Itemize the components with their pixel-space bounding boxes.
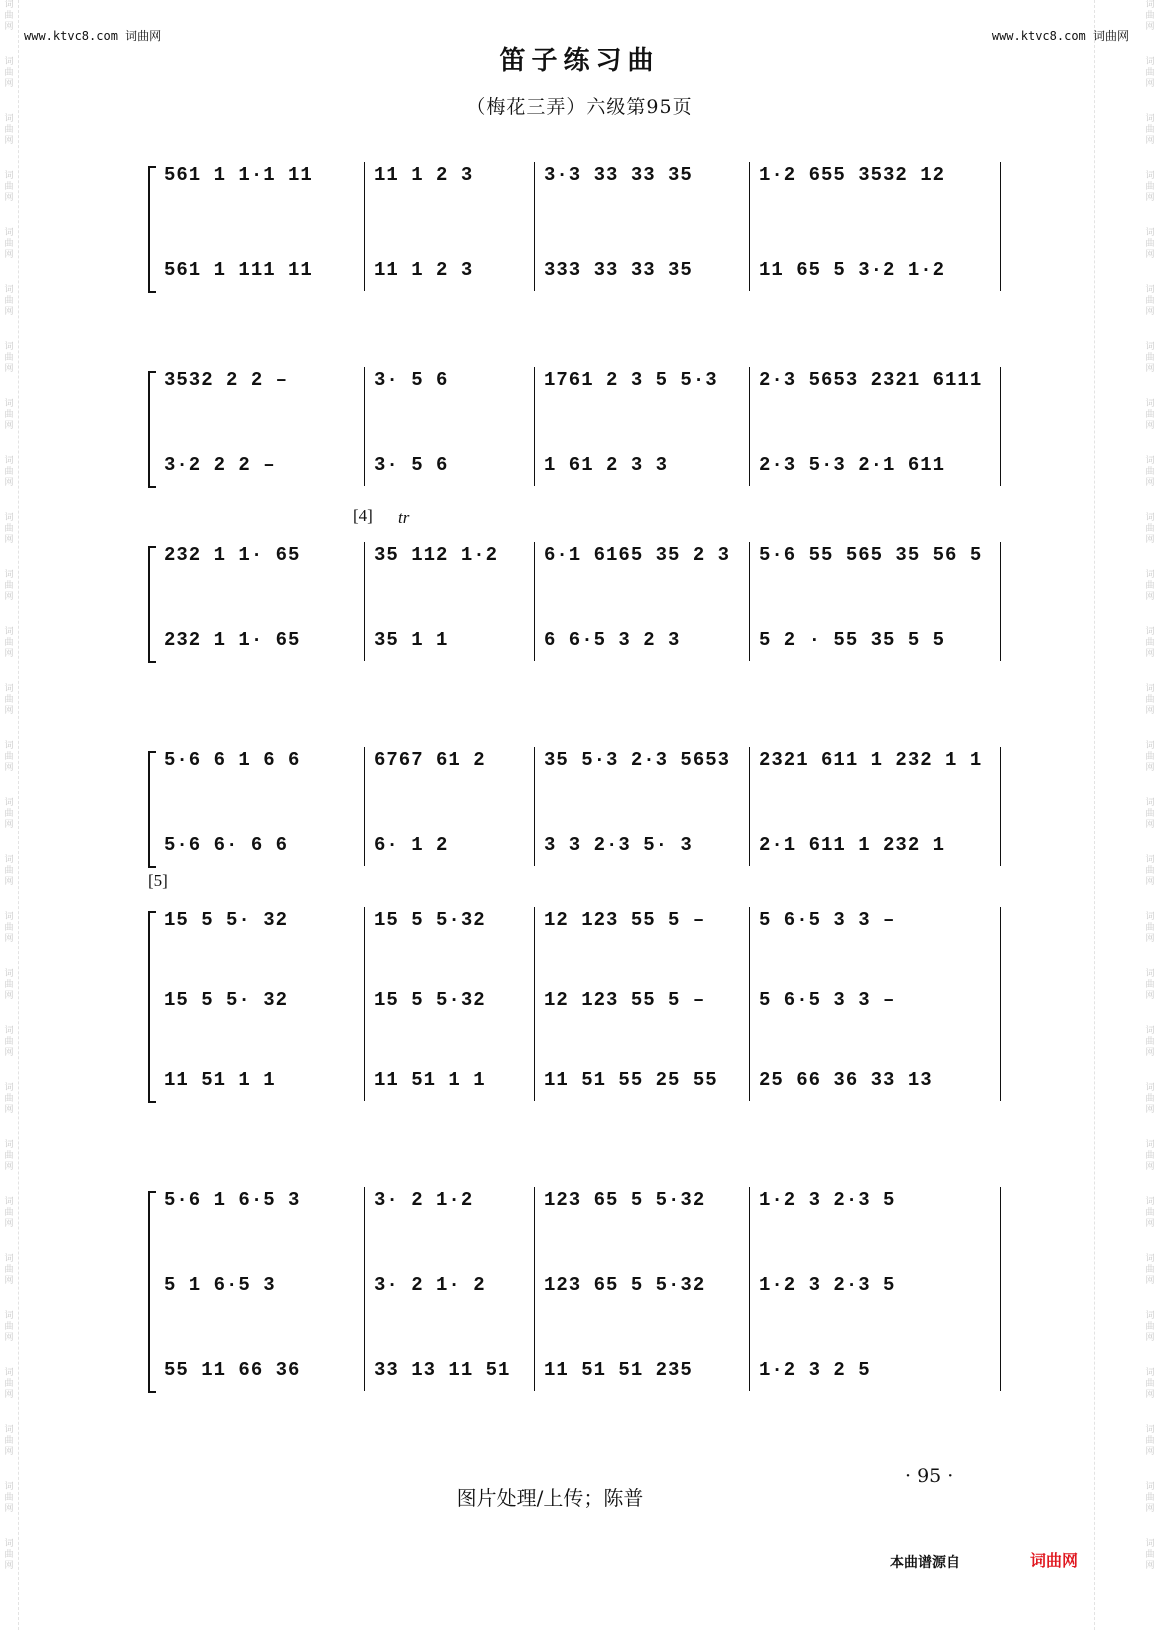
measure: 3·3 33 33 35 (544, 164, 693, 186)
measure: 25 66 36 33 13 (759, 1069, 933, 1091)
watermark-char: 曲 (4, 467, 14, 477)
watermark-char: 曲 (4, 752, 14, 762)
score-staff (158, 1065, 1018, 1099)
watermark-char: 词 (4, 798, 14, 808)
watermark-char: 曲 (4, 809, 14, 819)
score-system (148, 871, 1020, 1101)
measure: 2·1 611 1 232 1 (759, 834, 946, 856)
watermark-char: 词 (4, 1197, 14, 1207)
watermark-char: 网 (4, 136, 14, 146)
score-staff (158, 1270, 1018, 1304)
watermark-char: 网 (1145, 991, 1155, 1001)
watermark-char: 网 (1145, 364, 1155, 374)
right-guide-line (1094, 0, 1095, 1630)
watermark-char: 曲 (1145, 1265, 1155, 1275)
upload-credit: 图片处理/上传；陈普 (456, 1486, 644, 1510)
watermark-char: 曲 (4, 125, 14, 135)
watermark-char: 曲 (4, 296, 14, 306)
watermark-char: 曲 (4, 1550, 14, 1560)
watermark-char: 曲 (1145, 638, 1155, 648)
measure: 5 2 · 55 35 5 5 (759, 629, 946, 651)
watermark-char: 曲 (1145, 866, 1155, 876)
watermark-char: 词 (4, 684, 14, 694)
watermark-char: 曲 (4, 410, 14, 420)
watermark-char: 词 (4, 1026, 14, 1036)
watermark-char: 词 (4, 342, 14, 352)
measure: 6· 1 2 (374, 834, 449, 856)
watermark-char: 曲 (1145, 1037, 1155, 1047)
measure: 3· 5 6 (374, 369, 449, 391)
rehearsal-mark: [4] (353, 506, 373, 525)
watermark-char: 网 (4, 250, 14, 260)
watermark-char: 词 (1145, 285, 1155, 295)
watermark-char: 词 (4, 570, 14, 580)
measure: 11 65 5 3·2 1·2 (759, 259, 946, 281)
watermark-char: 曲 (1145, 1550, 1155, 1560)
watermark-char: 词 (1145, 513, 1155, 523)
measure: 1 61 2 3 3 (544, 454, 669, 476)
measure: 15 5 5·32 (374, 909, 486, 931)
watermark-char: 曲 (4, 1094, 14, 1104)
measure: 12 123 55 5 – (544, 989, 706, 1011)
watermark-char: 词 (4, 456, 14, 466)
watermark-char: 网 (4, 706, 14, 716)
system-brace (148, 1191, 156, 1393)
score-staff (158, 540, 1018, 574)
watermark-char: 曲 (4, 866, 14, 876)
watermark-char: 网 (4, 535, 14, 545)
watermark-char: 曲 (4, 581, 14, 591)
measure: 15 5 5·32 (374, 989, 486, 1011)
watermark-char: 词 (1145, 798, 1155, 808)
watermark-char: 词 (4, 0, 14, 10)
measure: 33 13 11 51 (374, 1359, 511, 1381)
watermark-char: 曲 (1145, 353, 1155, 363)
watermark-char: 曲 (1145, 239, 1155, 249)
measure: 1·2 655 3532 12 (759, 164, 946, 186)
watermark-char: 曲 (4, 1493, 14, 1503)
watermark-char: 词 (4, 1539, 14, 1549)
watermark-char: 词 (4, 171, 14, 181)
measure: 2·3 5653 2321 6111 (759, 369, 983, 391)
watermark-char: 网 (4, 1504, 14, 1514)
measure: 5·6 1 6·5 3 (164, 1189, 301, 1211)
measure: 2321 611 1 232 1 1 (759, 749, 983, 771)
page-subtitle: （梅花三弄）六级第95页 (466, 96, 693, 118)
watermark-char: 网 (4, 1333, 14, 1343)
watermark-char: 词 (1145, 1197, 1155, 1207)
watermark-char: 网 (1145, 592, 1155, 602)
measure: 1·2 3 2 5 (759, 1359, 871, 1381)
watermark-char: 词 (4, 969, 14, 979)
watermark-char: 曲 (1145, 980, 1155, 990)
watermark-char: 网 (1145, 1390, 1155, 1400)
watermark-char: 网 (4, 1162, 14, 1172)
watermark-char: 曲 (1145, 923, 1155, 933)
score-system (148, 745, 1020, 866)
measure: 5·6 6· 6 6 (164, 834, 289, 856)
watermark-char: 网 (4, 820, 14, 830)
watermark-char: 网 (1145, 877, 1155, 887)
watermark-char: 词 (4, 1368, 14, 1378)
watermark-char: 曲 (1145, 1094, 1155, 1104)
watermark-char: 网 (1145, 1561, 1155, 1571)
watermark-char: 曲 (1145, 1436, 1155, 1446)
measure: 561 1 111 11 (164, 259, 313, 281)
watermark-char: 词 (1145, 1083, 1155, 1093)
system-brace (148, 166, 156, 293)
watermark-char: 词 (1145, 912, 1155, 922)
watermark-char: 网 (1145, 1504, 1155, 1514)
score-staff (158, 450, 1018, 484)
watermark-char: 曲 (1145, 11, 1155, 21)
watermark-char: 词 (4, 855, 14, 865)
watermark-char: 词 (1145, 1254, 1155, 1264)
watermark-char: 词 (4, 114, 14, 124)
watermark-char: 曲 (4, 1208, 14, 1218)
watermark-char: 词 (1145, 570, 1155, 580)
watermark-char: 网 (1145, 706, 1155, 716)
watermark-char: 网 (1145, 250, 1155, 260)
watermark-char: 曲 (4, 695, 14, 705)
watermark-char: 词 (1145, 171, 1155, 181)
watermark-char: 曲 (4, 239, 14, 249)
score-staff (158, 365, 1018, 399)
watermark-char: 词 (1145, 855, 1155, 865)
watermark-char: 网 (1145, 1219, 1155, 1229)
watermark-char: 网 (4, 307, 14, 317)
watermark-char: 曲 (1145, 1493, 1155, 1503)
watermark-char: 网 (4, 193, 14, 203)
watermark-char: 网 (4, 649, 14, 659)
watermark-char: 词 (1145, 114, 1155, 124)
watermark-char: 曲 (1145, 809, 1155, 819)
score-system (148, 1185, 1020, 1391)
left-watermark-strip (2, 0, 16, 1630)
measure: 5 6·5 3 3 – (759, 909, 896, 931)
watermark-char: 网 (1145, 79, 1155, 89)
watermark-char: 曲 (4, 1322, 14, 1332)
watermark-char: 词 (4, 1482, 14, 1492)
watermark-char: 词 (4, 912, 14, 922)
rehearsal-mark: [5] (148, 871, 168, 890)
score-system (148, 160, 1020, 291)
measure: 11 51 51 235 (544, 1359, 693, 1381)
measure: 55 11 66 36 (164, 1359, 301, 1381)
left-guide-line (18, 0, 19, 1630)
watermark-char: 曲 (4, 638, 14, 648)
watermark-char: 曲 (4, 524, 14, 534)
watermark-char: 曲 (4, 923, 14, 933)
watermark-char: 曲 (4, 182, 14, 192)
measure: 5 6·5 3 3 – (759, 989, 896, 1011)
measure: 35 1 1 (374, 629, 449, 651)
measure: 35 112 1·2 (374, 544, 499, 566)
measure: 3· 5 6 (374, 454, 449, 476)
measure: 11 51 55 25 55 (544, 1069, 718, 1091)
watermark-char: 词 (4, 399, 14, 409)
watermark-char: 词 (1145, 456, 1155, 466)
watermark-char: 曲 (1145, 125, 1155, 135)
watermark-char: 网 (1145, 22, 1155, 32)
watermark-char: 网 (4, 1561, 14, 1571)
watermark-char: 曲 (1145, 1379, 1155, 1389)
watermark-char: 网 (1145, 763, 1155, 773)
watermark-char: 网 (1145, 1447, 1155, 1457)
watermark-char: 词 (4, 1425, 14, 1435)
watermark-char: 词 (1145, 1482, 1155, 1492)
measure: 6·1 6165 35 2 3 (544, 544, 731, 566)
watermark-char: 网 (1145, 193, 1155, 203)
watermark-char: 曲 (1145, 182, 1155, 192)
score-system (148, 506, 1020, 661)
watermark-char: 词 (4, 1083, 14, 1093)
watermark-char: 词 (4, 1311, 14, 1321)
watermark-char: 网 (4, 877, 14, 887)
watermark-char: 曲 (1145, 467, 1155, 477)
watermark-char: 网 (1145, 1162, 1155, 1172)
watermark-char: 网 (1145, 1333, 1155, 1343)
watermark-char: 网 (4, 592, 14, 602)
watermark-char: 词 (1145, 228, 1155, 238)
measure: 2·3 5·3 2·1 611 (759, 454, 946, 476)
measure: 11 51 1 1 (164, 1069, 276, 1091)
trill-mark: tr (398, 508, 410, 527)
watermark-char: 曲 (1145, 581, 1155, 591)
site-url-left: www.ktvc8.com 词曲网 (24, 29, 162, 43)
watermark-char: 网 (1145, 1105, 1155, 1115)
system-brace (148, 751, 156, 868)
watermark-char: 词 (1145, 1140, 1155, 1150)
score-staff (158, 830, 1018, 864)
watermark-char: 词 (4, 285, 14, 295)
right-watermark-strip (1143, 0, 1157, 1630)
watermark-char: 曲 (1145, 524, 1155, 534)
score-staff (158, 160, 1018, 194)
watermark-char: 曲 (1145, 1322, 1155, 1332)
measure: 3· 2 1· 2 (374, 1274, 486, 1296)
watermark-char: 曲 (1145, 1151, 1155, 1161)
watermark-char: 网 (1145, 421, 1155, 431)
measure: 35 5·3 2·3 5653 (544, 749, 731, 771)
system-brace (148, 911, 156, 1103)
watermark-char: 网 (4, 1048, 14, 1058)
watermark-char: 曲 (4, 68, 14, 78)
watermark-char: 词 (4, 627, 14, 637)
watermark-char: 网 (4, 763, 14, 773)
score-staff (158, 985, 1018, 1019)
watermark-char: 曲 (4, 1379, 14, 1389)
page-title: 笛子练习曲 (499, 46, 660, 76)
watermark-char: 词 (1145, 741, 1155, 751)
watermark-char: 网 (1145, 1048, 1155, 1058)
measure: 3 3 2·3 5· 3 (544, 834, 693, 856)
measure: 11 51 1 1 (374, 1069, 486, 1091)
watermark-char: 词 (4, 513, 14, 523)
watermark-char: 网 (1145, 307, 1155, 317)
watermark-char: 网 (4, 478, 14, 488)
watermark-char: 曲 (1145, 68, 1155, 78)
watermark-char: 网 (1145, 820, 1155, 830)
watermark-char: 网 (1145, 934, 1155, 944)
source-label: 本曲谱源自 (890, 1555, 960, 1571)
watermark-char: 网 (4, 1276, 14, 1286)
watermark-char: 网 (4, 1390, 14, 1400)
score-staff (158, 1185, 1018, 1219)
watermark-char: 词 (4, 1254, 14, 1264)
watermark-char: 词 (1145, 969, 1155, 979)
measure: 333 33 33 35 (544, 259, 693, 281)
score-system (148, 365, 1020, 486)
measure: 1761 2 3 5 5·3 (544, 369, 718, 391)
watermark-char: 曲 (1145, 695, 1155, 705)
score-staff (158, 255, 1018, 289)
score-staff (158, 905, 1018, 939)
watermark-char: 网 (4, 421, 14, 431)
site-url-right: www.ktvc8.com 词曲网 (991, 29, 1129, 43)
watermark-char: 网 (1145, 649, 1155, 659)
watermark-char: 词 (1145, 1311, 1155, 1321)
watermark-char: 词 (1145, 342, 1155, 352)
watermark-char: 词 (1145, 627, 1155, 637)
measure: 123 65 5 5·32 (544, 1274, 706, 1296)
watermark-char: 词 (4, 228, 14, 238)
watermark-char: 曲 (4, 11, 14, 21)
watermark-char: 曲 (4, 980, 14, 990)
measure: 6 6·5 3 2 3 (544, 629, 681, 651)
watermark-char: 词 (1145, 684, 1155, 694)
watermark-char: 词 (1145, 1026, 1155, 1036)
watermark-char: 网 (4, 79, 14, 89)
measure: 11 1 2 3 (374, 259, 474, 281)
measure: 3532 2 2 – (164, 369, 289, 391)
measure: 12 123 55 5 – (544, 909, 706, 931)
watermark-char: 词 (4, 57, 14, 67)
watermark-char: 词 (1145, 399, 1155, 409)
measure: 1·2 3 2·3 5 (759, 1274, 896, 1296)
score-staff (158, 625, 1018, 659)
measure: 123 65 5 5·32 (544, 1189, 706, 1211)
watermark-char: 网 (4, 1105, 14, 1115)
system-brace (148, 371, 156, 488)
measure: 5·6 55 565 35 56 5 (759, 544, 983, 566)
measure: 561 1 1·1 11 (164, 164, 313, 186)
watermark-char: 词 (4, 741, 14, 751)
watermark-char: 网 (1145, 136, 1155, 146)
watermark-char: 网 (1145, 535, 1155, 545)
system-brace (148, 546, 156, 663)
watermark-char: 曲 (4, 1436, 14, 1446)
watermark-char: 词 (1145, 1539, 1155, 1549)
score-staff (158, 745, 1018, 779)
page-number: · 95 · (905, 1465, 954, 1487)
watermark-char: 网 (4, 1219, 14, 1229)
measure: 232 1 1· 65 (164, 544, 301, 566)
watermark-char: 曲 (1145, 752, 1155, 762)
measure: 1·2 3 2·3 5 (759, 1189, 896, 1211)
watermark-char: 词 (1145, 57, 1155, 67)
brand-logo: 词曲网 (1030, 1551, 1079, 1570)
measure: 15 5 5· 32 (164, 909, 289, 931)
watermark-char: 网 (4, 364, 14, 374)
watermark-char: 曲 (4, 353, 14, 363)
measure: 5 1 6·5 3 (164, 1274, 276, 1296)
watermark-char: 网 (4, 934, 14, 944)
watermark-char: 网 (4, 991, 14, 1001)
watermark-char: 词 (1145, 0, 1155, 10)
watermark-char: 曲 (1145, 1208, 1155, 1218)
watermark-char: 词 (4, 1140, 14, 1150)
measure: 232 1 1· 65 (164, 629, 301, 651)
watermark-char: 网 (1145, 478, 1155, 488)
measure: 6767 61 2 (374, 749, 486, 771)
watermark-char: 词 (1145, 1368, 1155, 1378)
score-staff (158, 1355, 1018, 1389)
watermark-char: 曲 (1145, 410, 1155, 420)
watermark-char: 曲 (4, 1151, 14, 1161)
watermark-char: 网 (4, 22, 14, 32)
watermark-char: 曲 (4, 1265, 14, 1275)
watermark-char: 网 (4, 1447, 14, 1457)
measure: 3·2 2 2 – (164, 454, 276, 476)
watermark-char: 曲 (1145, 296, 1155, 306)
watermark-char: 词 (1145, 1425, 1155, 1435)
measure: 15 5 5· 32 (164, 989, 289, 1011)
measure: 11 1 2 3 (374, 164, 474, 186)
measure: 3· 2 1·2 (374, 1189, 474, 1211)
measure: 5·6 6 1 6 6 (164, 749, 301, 771)
watermark-char: 网 (1145, 1276, 1155, 1286)
watermark-char: 曲 (4, 1037, 14, 1047)
